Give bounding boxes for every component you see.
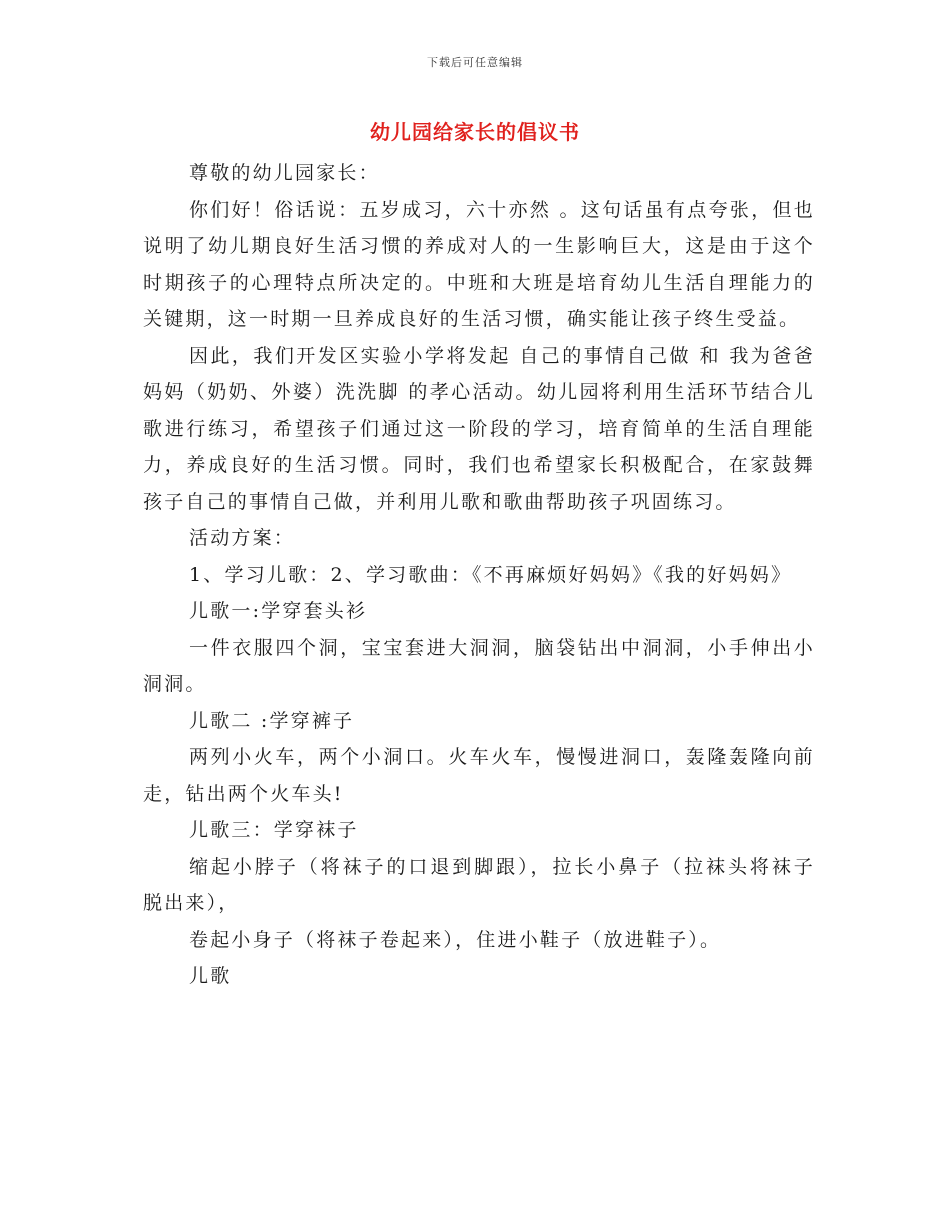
salutation: 尊敬的幼儿园家长：	[189, 162, 380, 184]
paragraph-intro: 你们好！俗话说：五岁成习，六十亦然 。这句话虽有点夸张，但也说明了幼儿期良好生活习惯的养成对人的一生影响巨大，这是由于这个时期孩子的心理特点所决定的。中班和大班是培育幼儿生活自理能力的关键期，这一时期一旦养成良好的生活习惯，确实能让孩子终生受益。	[143, 198, 815, 330]
activity-plan-items: 1、学习儿歌：2、学习歌曲：《不再麻烦好妈妈》《我的好妈妈》	[189, 563, 793, 586]
activity-plan-heading: 活动方案：	[189, 527, 296, 549]
rhyme-one-text: 一件衣服四个洞，宝宝套进大洞洞，脑袋钻出中洞洞，小手伸出小洞洞。	[143, 636, 815, 695]
document-body	[143, 155, 815, 995]
document-title: 幼儿园给家长的倡议书	[370, 120, 580, 144]
rhyme-one-heading: 儿歌一:学穿套头衫	[189, 600, 368, 622]
header-note: 下载后可任意编辑	[427, 56, 523, 69]
rhyme-three-text-2: 卷起小身子（将袜子卷起来），住进小鞋子（放进鞋子）。	[189, 928, 722, 951]
rhyme-three-heading: 儿歌三：学穿袜子	[189, 819, 359, 841]
paragraph-initiative: 因此，我们开发区实验小学将发起 自己的事情自己做 和 我为爸爸妈妈（奶奶、外婆）洗洗脚 的孝心活动。幼儿园将利用生活环节结合儿歌进行练习，希望孩子们通过这一阶段的学习，培育简单的生活自理能力，养成良好的生活习惯。同时，我们也希望家长积极配合，在家鼓舞孩子自己的事情自己做，并利用儿歌和歌曲帮助孩子巩固练习。	[143, 344, 815, 513]
rhyme-two-text: 两列小火车，两个小洞口。火车火车，慢慢进洞口，轰隆轰隆向前走，钻出两个火车头!	[143, 746, 815, 805]
rhyme-two-heading: 儿歌二 :学穿裤子	[189, 709, 355, 732]
rhyme-three-text-1: 缩起小脖子（将袜子的口退到脚跟），拉长小鼻子（拉袜头将袜子脱出来），	[143, 855, 815, 914]
rhyme-trailing-heading: 儿歌	[189, 965, 232, 987]
